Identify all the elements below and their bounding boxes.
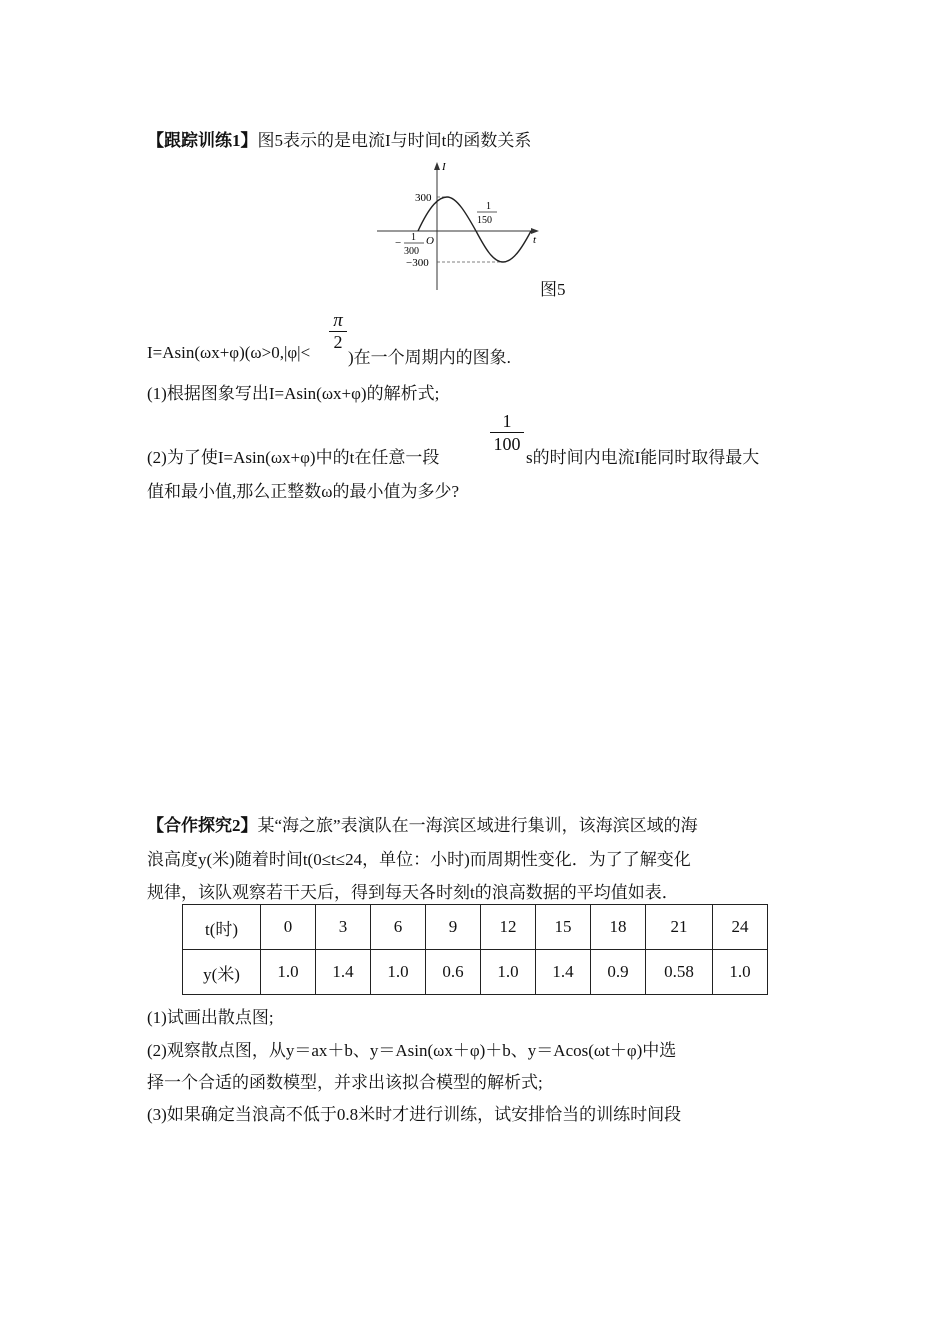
table-cell: 3 — [316, 905, 371, 950]
section1-question-2-line2: 值和最小值,那么正整数ω的最小值为多少? — [147, 482, 459, 501]
one-over-100-fraction — [490, 410, 524, 455]
table-cell: 0 — [261, 905, 316, 950]
section2-heading: 【合作探究2】 — [147, 816, 258, 835]
section2-line2: 浪高度y(米)随着时间t(0≤t≤24，单位：小时)而周期性变化．为了了解变化 — [147, 850, 691, 869]
table-cell: 0.6 — [426, 950, 481, 995]
table-cell-label: t(时) — [183, 905, 261, 950]
table-cell: 1.0 — [261, 950, 316, 995]
table-cell: 24 — [713, 905, 768, 950]
min-label: −300 — [406, 257, 429, 269]
section2-question-2-line2: 择一个合适的函数模型，并求出该拟合模型的解析式; — [147, 1073, 543, 1092]
section2-question-2-line1: (2)观察散点图，从y＝ax＋b、y＝Asin(ωx＋φ)＋b、y＝Acos(ωt＋φ)中选 — [147, 1041, 677, 1060]
table-cell: 15 — [536, 905, 591, 950]
formula-suffix: )在一个周期内的图象. — [348, 348, 511, 367]
section1-question-2-prefix: (2)为了使I=Asin(ωx+φ)中的t在任意一段 — [147, 448, 440, 467]
table-cell: 18 — [591, 905, 646, 950]
table-cell: 0.9 — [591, 950, 646, 995]
table-cell-label: y(米) — [183, 950, 261, 995]
right-frac-num: 1 — [486, 201, 491, 212]
sine-curve — [418, 197, 531, 262]
table-cell: 21 — [646, 905, 713, 950]
table-row-height — [183, 950, 768, 995]
left-frac-den: 300 — [404, 246, 419, 257]
table-cell: 9 — [426, 905, 481, 950]
wave-height-table — [182, 904, 768, 995]
table-cell: 1.4 — [536, 950, 591, 995]
axis-x-label: t — [533, 234, 537, 246]
frac-100-den: 100 — [493, 434, 521, 454]
section1-title-line — [147, 126, 531, 151]
section1-intro: 图5表示的是电流I与时间t的函数关系 — [257, 131, 532, 150]
figure-caption: 图5 — [540, 280, 566, 299]
table-cell: 0.58 — [646, 950, 713, 995]
table-cell: 12 — [481, 905, 536, 950]
frac-100-num: 1 — [502, 411, 512, 431]
left-frac-num: 1 — [411, 232, 416, 243]
table-cell: 1.4 — [316, 950, 371, 995]
formula-line — [147, 343, 310, 363]
right-frac-den: 150 — [477, 215, 492, 226]
pi-den: 2 — [333, 332, 343, 352]
pi-over-2-fraction — [329, 311, 347, 352]
y-axis-arrow — [434, 162, 440, 170]
table-cell: 1.0 — [371, 950, 426, 995]
axis-y-label: I — [442, 161, 446, 173]
section1-question-1: (1)根据图象写出I=Asin(ωx+φ)的解析式; — [147, 384, 440, 403]
section2-question-1: (1)试画出散点图; — [147, 1008, 274, 1027]
table-cell: 1.0 — [481, 950, 536, 995]
pi-num: π — [333, 310, 343, 331]
section2-question-3: (3)如果确定当浪高不低于0.8米时才进行训练，试安排恰当的训练时间段 — [147, 1105, 682, 1124]
left-minus: − — [395, 237, 402, 249]
section1-question-2-suffix: s的时间内电流I能同时取得最大 — [526, 448, 760, 467]
section1-heading: 【跟踪训练1】 — [147, 131, 258, 150]
table-row-time — [183, 905, 768, 950]
section2-line3: 规律，该队观察若干天后，得到每天各时刻t的浪高数据的平均值如表． — [147, 883, 679, 902]
table-cell: 1.0 — [713, 950, 768, 995]
section2-intro: 某“海之旅”表演队在一海滨区域进行集训，该海滨区域的海 — [257, 816, 698, 835]
current-time-graph — [375, 160, 540, 292]
section2-line1 — [147, 811, 698, 836]
formula-prefix: I=Asin(ωx+φ)(ω>0,|φ|< — [147, 343, 311, 362]
origin-label: O — [426, 235, 434, 247]
max-label: 300 — [415, 192, 432, 204]
table-cell: 6 — [371, 905, 426, 950]
